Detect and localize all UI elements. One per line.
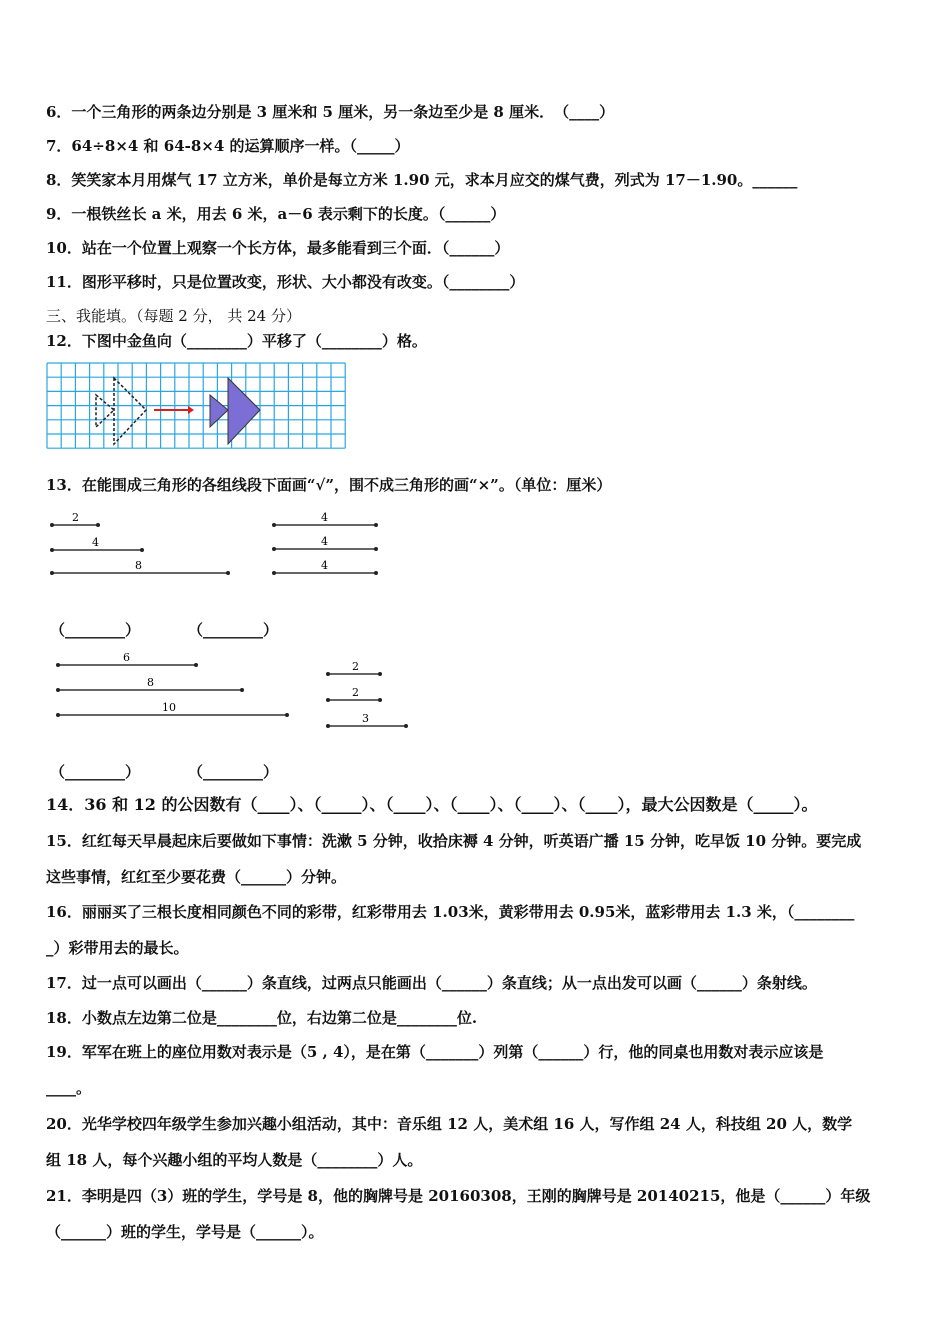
segment-group-4 [320,655,420,735]
question-8: 8．笑笑家本月用煤气 17 立方米，单价是每立方米 1.90 元，求本月应交的煤气费，列式为 17－1.90。______ [46,171,798,189]
segment-label: 3 [362,712,369,725]
fish-tail-moved [210,395,228,427]
question-12: 12．下图中金鱼向（________）平移了（________）格。 [46,332,427,350]
question-18: 18．小数点左边第二位是________位，右边第二位是________位. [46,1009,478,1027]
question-15-line1: 15．红红每天早晨起床后要做如下事情：洗漱 5 分钟，收拾床褥 4 分钟，听英语广播 15 分钟，吃早饭 10 分钟。要完成 [46,832,862,850]
segment-label: 2 [72,511,79,524]
segment-label: 4 [321,535,328,548]
segment-label: 6 [123,651,130,664]
grid [47,363,345,448]
question-14: 14．36 和 12 的公因数有（____）、（_____）、（____）、（____）、（____）、（____），最大公因数是（_____）。 [46,795,818,814]
question-19-line1: 19．军军在班上的座位用数对表示是（5 , 4），是在第（_______）列第（______）行，他的同桌也用数对表示应该是 [46,1043,824,1061]
fish-tail-original [96,395,114,427]
question-16-line2: _）彩带用去的最长。 [46,939,189,957]
segment-label: 8 [147,676,154,689]
question-16-line1: 16．丽丽买了三根长度相同颜色不同的彩带，红彩带用去 1.03米，黄彩带用去 0.95米，蓝彩带用去 1.3 米，（________ [46,903,855,921]
segment-group-2 [270,505,390,585]
question-20-line1: 20．光华学校四年级学生参加兴趣小组活动，其中：音乐组 12 人，美术组 16 人，写作组 24 人，科技组 20 人，数学 [46,1115,853,1133]
segment-label: 2 [352,686,359,699]
answer-blank-4[interactable]: （________） [188,763,279,781]
question-11: 11．图形平移时，只是位置改变，形状、大小都没有改变。（________） [46,273,525,291]
question-20-line2: 组 18 人，每个兴趣小组的平均人数是（________）人。 [46,1151,423,1169]
segment-label: 2 [352,660,359,673]
question-21-line2: （______）班的学生，学号是（______）。 [46,1223,324,1241]
question-10: 10．站在一个位置上观察一个长方体，最多能看到三个面．（______） [46,239,510,257]
question-9: 9．一根铁丝长 a 米，用去 6 米，a－6 表示剩下的长度。（______） [46,205,506,223]
segment-group-1 [46,505,246,585]
section-3-heading: 三、我能填。（每题 2 分， 共 24 分） [46,307,301,325]
segment-label: 10 [162,701,176,714]
segment-group-3 [46,648,306,728]
arrow-head [188,406,194,414]
segment-label: 4 [321,559,328,572]
answer-blank-2[interactable]: （________） [188,621,279,639]
question-6: 6．一个三角形的两条边分别是 3 厘米和 5 厘米，另一条边至少是 8 厘米． （____） [46,103,615,121]
answer-blank-3[interactable]: （________） [50,763,141,781]
question-15-line2: 这些事情，红红至少要花费（______）分钟。 [46,868,347,886]
segment-label: 4 [321,511,328,524]
segment-label: 8 [135,559,142,572]
answer-blank-1[interactable]: （________） [50,621,141,639]
segment-label: 4 [92,536,99,549]
question-17: 17．过一点可以画出（______）条直线，过两点只能画出（______）条直线；从一点出发可以画（______）条射线。 [46,974,817,992]
question-7: 7．64÷8×4 和 64-8×4 的运算顺序一样。（_____） [46,137,410,155]
question-13: 13．在能围成三角形的各组线段下面画“√”，围不成三角形的画“×”。（单位：厘米） [46,476,612,494]
question-19-line2: ____。 [46,1079,92,1097]
fish-grid-figure [46,360,346,460]
question-21-line1: 21．李明是四（3）班的学生，学号是 8，他的胸牌号是 20160308，王刚的胸牌号是 20140215，他是（______）年级 [46,1187,871,1205]
